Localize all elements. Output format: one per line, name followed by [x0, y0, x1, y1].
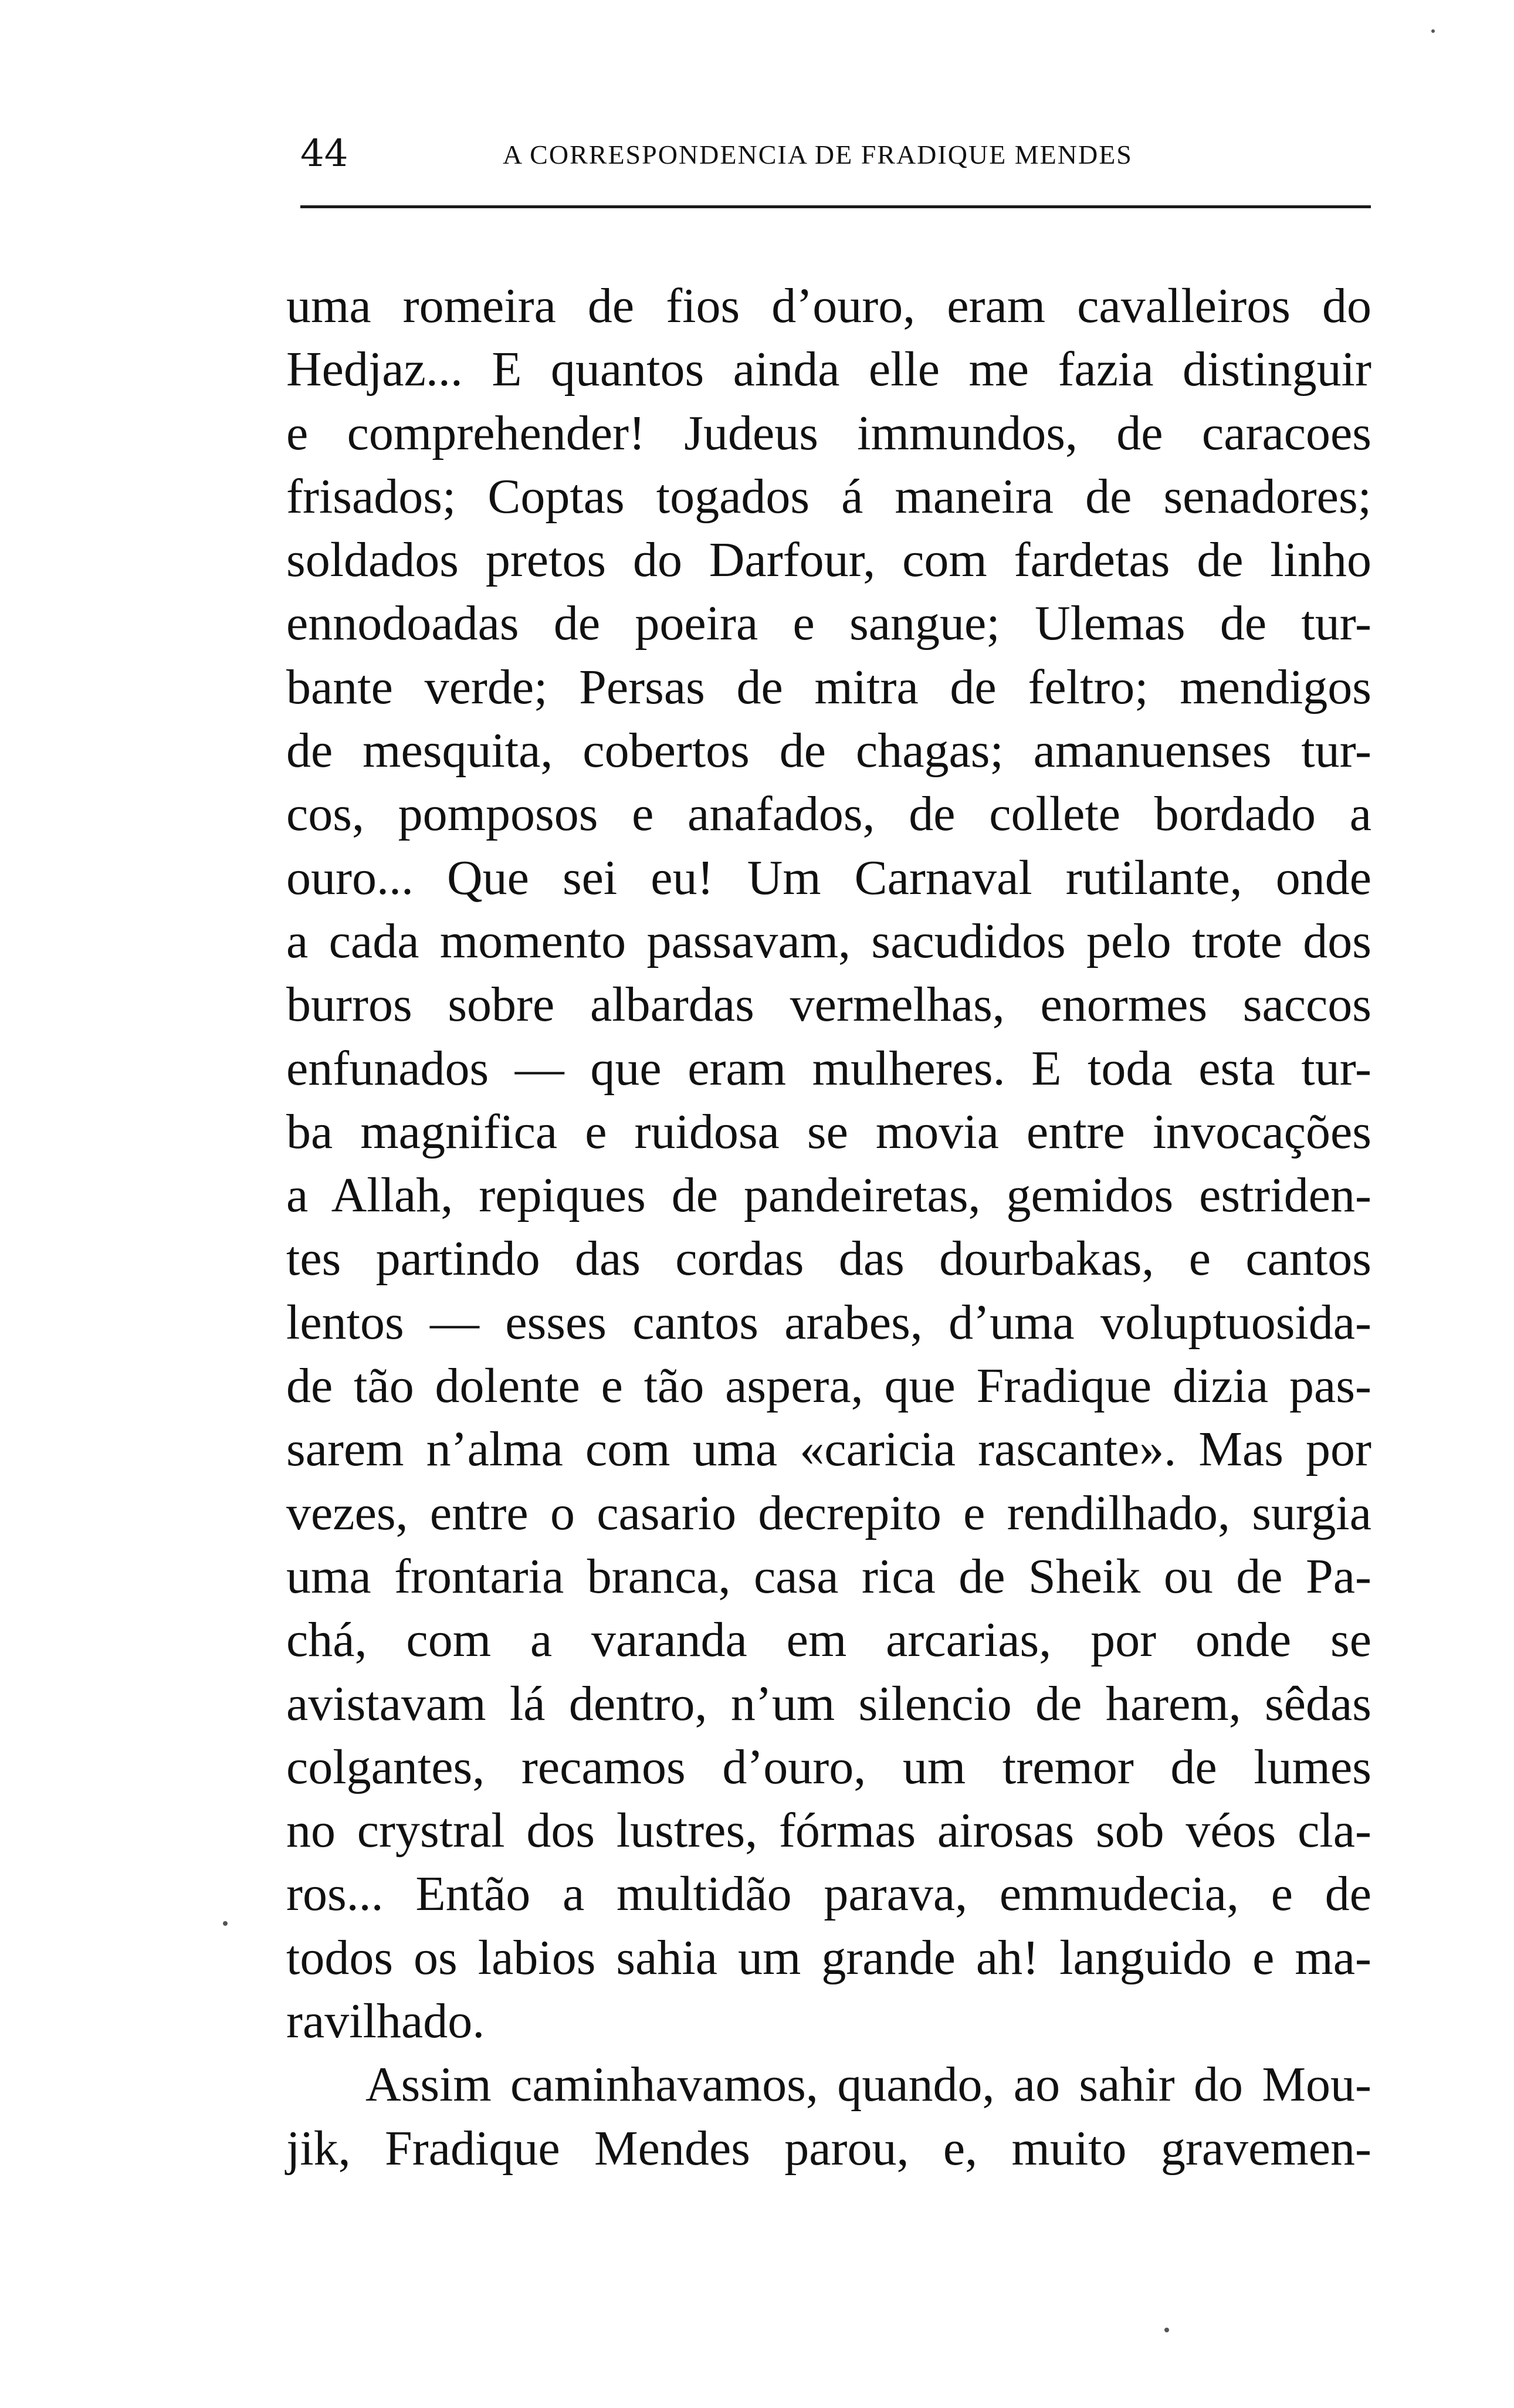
text-line: ouro... Que sei eu! Um Carnaval rutilante, onde [286, 850, 1371, 905]
running-title: A CORRESPONDENCIA DE FRADIQUE MENDES [503, 140, 1133, 170]
text-line: e comprehender! Judeus immundos, de caracoes [286, 405, 1371, 460]
text-line: no crystral dos lustres, fórmas airosas sob véos cla- [286, 1803, 1371, 1858]
text-line: chá, com a varanda em arcarias, por onde se [286, 1613, 1371, 1668]
text-line: soldados pretos do Darfour, com fardetas de linho [286, 533, 1371, 588]
text-line: ba magnifica e ruidosa se movia entre invocações [286, 1104, 1371, 1159]
ink-speck [1164, 2328, 1169, 2332]
ink-speck [1431, 29, 1435, 33]
text-line: sarem n’alma com uma «caricia rascante». Mas por [286, 1422, 1371, 1477]
text-line: uma romeira de fios d’ouro, eram cavalleiros do [286, 279, 1371, 333]
text-line: de mesquita, cobertos de chagas; amanuenses tur- [286, 723, 1371, 778]
text-line: ros... Então a multidão parava, emmudecia, e de [286, 1867, 1371, 1922]
body-text [286, 275, 1371, 2180]
text-line: uma frontaria branca, casa rica de Sheik ou de Pa- [286, 1549, 1371, 1604]
text-line: bante verde; Persas de mitra de feltro; mendigos [286, 659, 1371, 714]
text-line: a cada momento passavam, sacudidos pelo trote dos [286, 913, 1371, 968]
text-line: ennodoadas de poeira e sangue; Ulemas de tur- [286, 596, 1371, 651]
text-line: avistavam lá dentro, n’um silencio de harem, sêdas [286, 1676, 1371, 1731]
text-line: enfunados — que eram mulheres. E toda esta tur- [286, 1041, 1371, 1096]
text-line: Hedjaz... E quantos ainda elle me fazia distinguir [286, 342, 1371, 397]
page-number: 44 [300, 132, 348, 175]
ink-speck [223, 1921, 228, 1926]
text-line: tes partindo das cordas das dourbakas, e cantos [286, 1231, 1371, 1286]
text-line: lentos — esses cantos arabes, d’uma voluptuosida- [286, 1295, 1371, 1350]
paragraph-start-line: Assim caminhavamos, quando, ao sahir do Mou- [365, 2057, 1371, 2112]
text-line: a Allah, repiques de pandeiretas, gemidos estriden- [286, 1168, 1371, 1223]
text-line: de tão dolente e tão aspera, que Fradique dizia pas- [286, 1359, 1371, 1414]
paragraph-end-line: ravilhado. [286, 1994, 485, 2049]
header-rule [300, 205, 1371, 208]
text-line: burros sobre albardas vermelhas, enormes saccos [286, 977, 1371, 1032]
text-line: vezes, entre o casario decrepito e rendilhado, surgia [286, 1485, 1371, 1540]
running-head [300, 130, 1371, 177]
text-line: colgantes, recamos d’ouro, um tremor de lumes [286, 1739, 1371, 1794]
text-line: todos os labios sahia um grande ah! languido e ma- [286, 1930, 1371, 1985]
text-line: jik, Fradique Mendes parou, e, muito gravemen- [286, 2121, 1371, 2176]
text-line: frisados; Coptas togados á maneira de senadores; [286, 469, 1371, 524]
text-line: cos, pomposos e anafados, de collete bordado a [286, 787, 1371, 842]
